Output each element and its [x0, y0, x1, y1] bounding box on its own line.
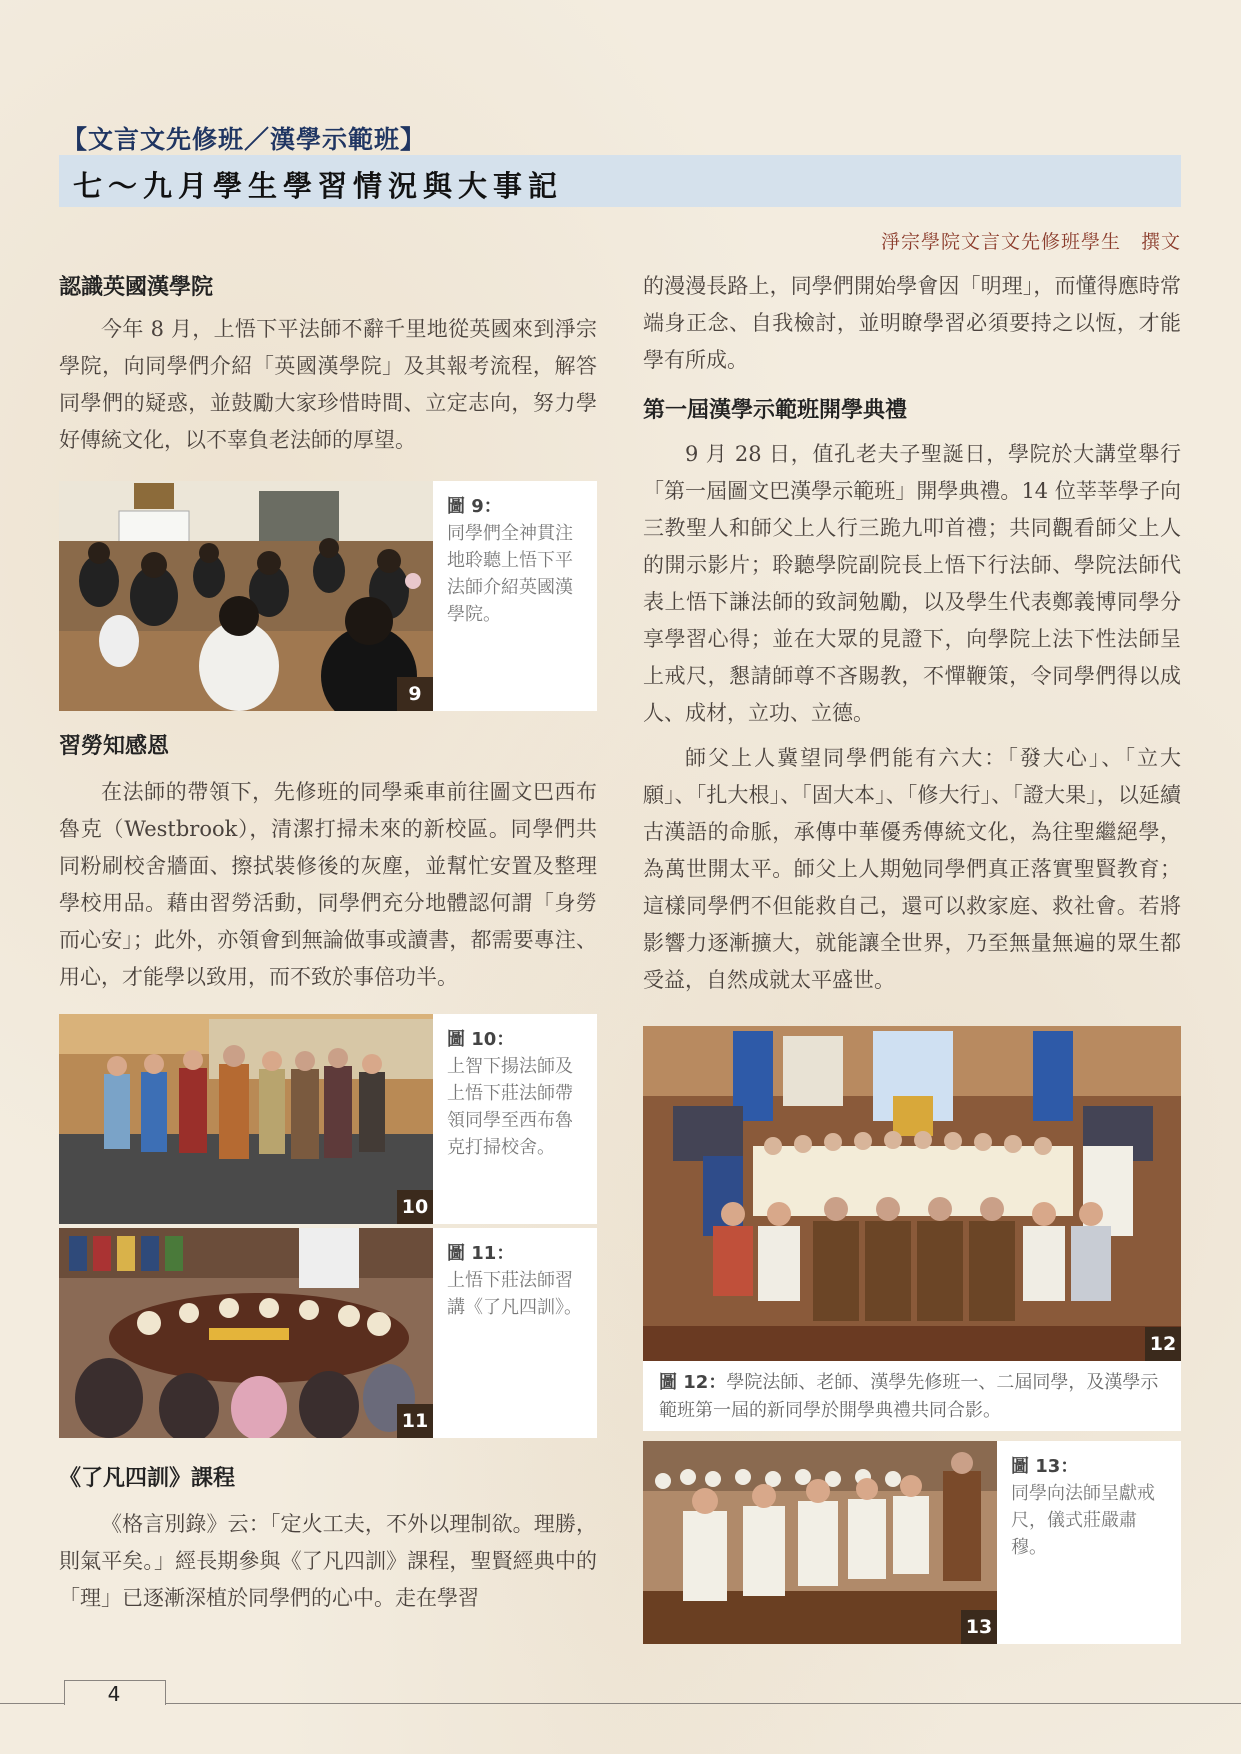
figure-label: 圖 12： — [659, 1372, 727, 1393]
figure-9 — [59, 481, 597, 711]
title-band — [59, 155, 1181, 207]
byline: 淨宗學院文言文先修班學生 撰文 — [880, 231, 1181, 253]
figure-12-caption — [643, 1361, 1181, 1431]
figure-11-caption — [433, 1228, 597, 1438]
footer-rule — [0, 1703, 1241, 1704]
group-outdoor-illustration — [59, 1014, 433, 1224]
ceremony-group-illustration — [643, 1026, 1181, 1361]
section-heading-liaofan: 《了凡四訓》課程 — [59, 1466, 236, 1491]
section-body-ceremony-2: 師父上人冀望同學們能有六大：「發大心」、「立大願」、「扎大根」、「固大本」、「修大行」、「證大果」，以延續古漢語的命脈，承傳中華優秀傳統文化，為往聖繼絕學，為萬世開太平。師父上人期勉同學們真正落實聖賢教育；這樣同學們不但能救自己，還可以救家庭、救社會。若將影響力逐漸擴大，就能讓全世界，乃至無量無遍的眾生都受益，自然成就太平盛世。 — [643, 746, 1181, 992]
caption-text: 同學們全神貫注地聆聽上悟下平法師介紹英國漢學院。 — [447, 523, 573, 625]
section-body-ceremony-1: 9 月 28 日，值孔老夫子聖誕日，學院於大講堂舉行「第一屆圖文巴漢學示範班」開學典禮。14 位莘莘學子向三教聖人和師父上人行三跪九叩首禮；共同觀看師父上人的開示影片；聆聽學院副院長上悟下行法師、學院法師代表上悟下謙法師的致詞勉勵，以及學生代表鄭義博同學分享學習心得；並在大眾的見證下，向學院上法下性法師呈上戒尺，懇請師尊不吝賜教，不憚鞭策，令同學們得以成人、成材，立功、立德。 — [643, 442, 1181, 725]
figure-11 — [59, 1228, 597, 1438]
photo-ruler-presentation — [643, 1441, 997, 1644]
right-column — [643, 268, 1181, 999]
section-labor — [59, 729, 597, 996]
photo-classroom — [59, 481, 433, 711]
figure-label: 圖 10： — [447, 1029, 515, 1050]
page-title: 七～九月學生學習情況與大事記 — [73, 169, 564, 203]
section-body-uk-academy: 今年 8 月，上悟下平法師不辭千里地從英國來到淨宗學院，向同學們介紹「英國漢學院」及其報考流程，解答同學們的疑惑，並鼓勵大家珍惜時間、立定志向，努力學好傳統文化，以不辜負老法師的厚望。 — [59, 317, 597, 452]
round-table-illustration — [59, 1228, 433, 1438]
figure-number-badge: 10 — [397, 1190, 433, 1224]
section-liaofan — [59, 1461, 597, 1617]
series-label: 【文言文先修班／漢學示範班】 — [62, 125, 427, 154]
section-heading-opening-ceremony: 第一屆漢學示範班開學典禮 — [643, 398, 908, 423]
figure-label: 圖 11： — [447, 1243, 515, 1264]
classroom-illustration — [59, 481, 433, 711]
figure-9-caption — [433, 481, 597, 711]
figure-number-badge: 12 — [1145, 1327, 1181, 1361]
figure-10-caption — [433, 1014, 597, 1224]
section-heading-labor: 習勞知感恩 — [59, 734, 170, 759]
section-body-continued: 的漫漫長路上，同學們開始學會因「明理」，而懂得應時常端身正念、自我檢討，並明瞭學習必須要持之以恆，才能學有所成。 — [643, 274, 1181, 372]
section-body-liaofan: 《格言別錄》云：「定火工夫，不外以理制欲。理勝，則氣平矣。」經長期參與《了凡四訓》課程，聖賢經典中的「理」已逐漸深植於同學們的心中。走在學習 — [59, 1512, 597, 1610]
ceremony-kneeling-illustration — [643, 1441, 997, 1644]
section-body-labor: 在法師的帶領下，先修班的同學乘車前往圖文巴西布魯克（Westbrook），清潔打掃未來的新校區。同學們共同粉刷校舍牆面、擦拭裝修後的灰塵，並幫忙安置及整理學校用品。藉由習勞活動，同學們充分地體認何謂「身勞而心安」；此外，亦領會到無論做事或讀書，都需要專注、用心，才能學以致用，而不致於事倍功半。 — [59, 780, 597, 989]
caption-text: 上悟下莊法師習講《了凡四訓》。 — [447, 1270, 582, 1318]
figure-number-badge: 13 — [961, 1610, 997, 1644]
photo-group-ceremony — [643, 1026, 1181, 1361]
photo-cleaning-group — [59, 1014, 433, 1224]
figure-number-badge: 9 — [397, 677, 433, 711]
section-heading-uk-academy: 認識英國漢學院 — [59, 275, 214, 300]
figure-10 — [59, 1014, 597, 1224]
caption-text: 上智下揚法師及上悟下莊法師帶領同學至西布魯克打掃校舍。 — [447, 1056, 573, 1158]
figure-13-caption — [997, 1441, 1181, 1644]
figure-13 — [643, 1441, 1181, 1644]
figure-label: 圖 13： — [1011, 1456, 1079, 1477]
left-column — [59, 270, 597, 459]
caption-text: 學院法師、老師、漢學先修班一、二屆同學，及漢學示範班第一屆的新同學於開學典禮共同合影。 — [659, 1372, 1159, 1421]
figure-12 — [643, 1026, 1181, 1361]
figure-number-badge: 11 — [397, 1404, 433, 1438]
page-number: 4 — [107, 1682, 121, 1706]
figure-label: 圖 9： — [447, 496, 502, 517]
caption-text: 同學向法師呈獻戒尺，儀式莊嚴肅穆。 — [1011, 1483, 1155, 1558]
photo-lecture-table — [59, 1228, 433, 1438]
